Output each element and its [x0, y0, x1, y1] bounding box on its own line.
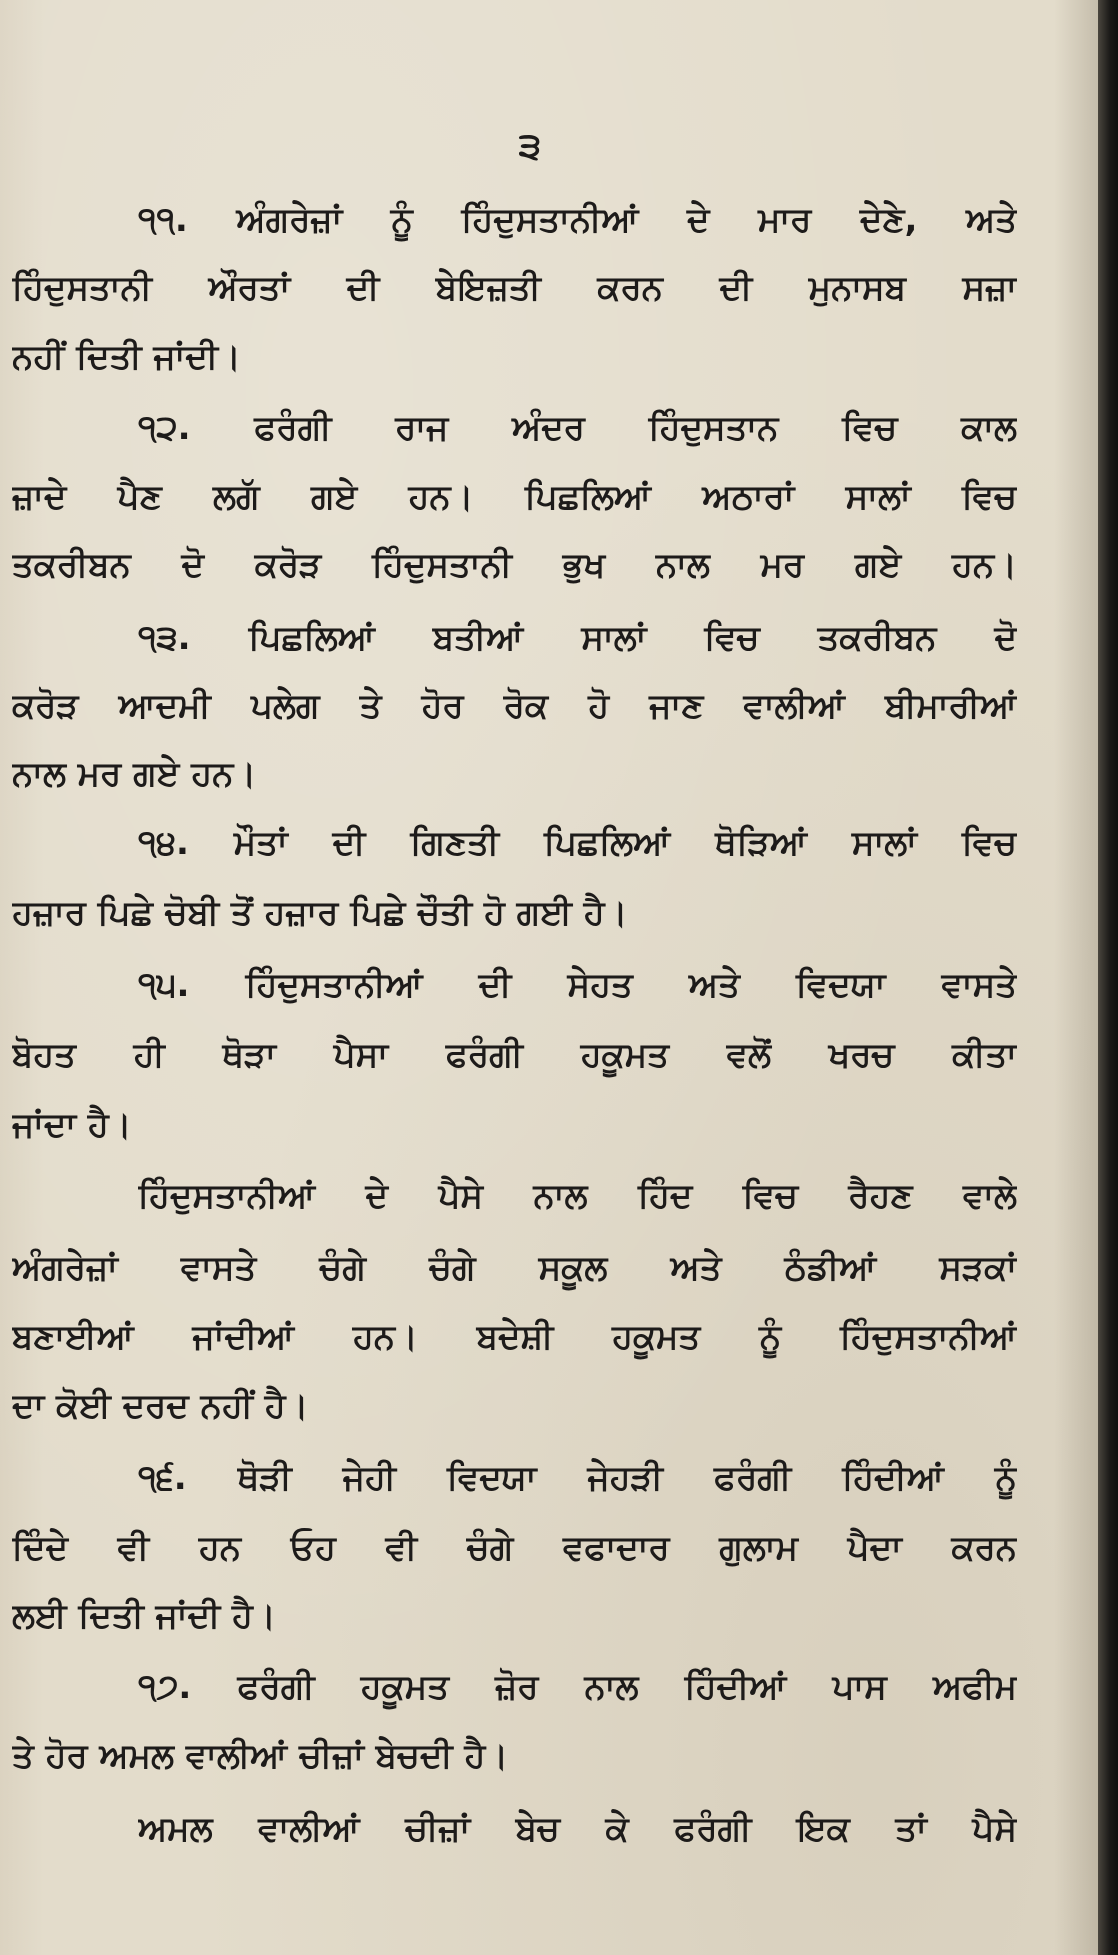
page-number: ੩	[518, 126, 542, 167]
text-line: ੧੬. ਥੋੜੀ ਜੇਹੀ ਵਿਦਯਾ ਜੇਹੜੀ ਫਰੰਗੀ ਹਿੰਦੀਆਂ ਨੂੰ	[138, 1458, 1017, 1498]
text-line: ਦਾ ਕੋਈ ਦਰਦ ਨਹੀਂ ਹੈ।	[12, 1386, 309, 1426]
text-line: ਜ਼ਾਦੇ ਪੈਣ ਲਗੱ ਗਏ ਹਨ। ਪਿਛਲਿਆਂ ਅਠਾਰਾਂ ਸਾਲਾਂ ਵਿਚ	[12, 477, 1017, 517]
text-line: ਹਜ਼ਾਰ ਪਿਛੇ ਚੋਬੀ ਤੋਂ ਹਜ਼ਾਰ ਪਿਛੇ ਚੌਤੀ ਹੋ ਗਈ ਹੈ।	[12, 893, 628, 933]
text-line: ਤਕਰੀਬਨ ਦੋ ਕਰੋੜ ਹਿੰਦੁਸਤਾਨੀ ਭੁਖ ਨਾਲ ਮਰ ਗਏ ਹਨ।	[12, 545, 1017, 585]
text-line: ਨਾਲ ਮਰ ਗਏ ਹਨ।	[12, 754, 257, 794]
text-line: ੧੫. ਹਿੰਦੁਸਤਾਨੀਆਂ ਦੀ ਸੇਹਤ ਅਤੇ ਵਿਦਯਾ ਵਾਸਤੇ	[138, 965, 1017, 1005]
text-line: ਹਿੰਦੁਸਤਾਨੀਆਂ ਦੇ ਪੈਸੇ ਨਾਲ ਹਿੰਦ ਵਿਚ ਰੈਹਣ ਵਾਲੇ	[138, 1176, 1017, 1216]
text-line: ਦਿੰਦੇ ਵੀ ਹਨ ਓਹ ਵੀ ਚੰਗੇ ਵਫਾਦਾਰ ਗੁਲਾਮ ਪੈਦਾ ਕਰਨ	[12, 1528, 1017, 1568]
text-line: ਤੇ ਹੋਰ ਅਮਲ ਵਾਲੀਆਂ ਚੀਜ਼ਾਂ ਬੇਚਦੀ ਹੈ।	[12, 1736, 509, 1776]
text-line: ਬੋਹਤ ਹੀ ਥੋੜਾ ਪੈਸਾ ਫਰੰਗੀ ਹਕੂਮਤ ਵਲੋਂ ਖਰਚ ਕੀਤਾ	[12, 1035, 1017, 1075]
text-line: ੧੭. ਫਰੰਗੀ ਹਕੂਮਤ ਜ਼ੋਰ ਨਾਲ ਹਿੰਦੀਆਂ ਪਾਸ ਅਫੀਮ	[138, 1667, 1017, 1707]
text-line: ਕਰੋੜ ਆਦਮੀ ਪਲੇਗ ਤੇ ਹੋਰ ਰੋਕ ਹੋ ਜਾਣ ਵਾਲੀਆਂ ਬੀਮਾਰੀਆਂ	[12, 686, 1017, 726]
text-line: ੧੪. ਮੌਤਾਂ ਦੀ ਗਿਣਤੀ ਪਿਛਲਿਆਂ ਥੋੜਿਆਂ ਸਾਲਾਂ ਵਿਚ	[138, 823, 1017, 863]
text-line: ਅੰਗਰੇਜ਼ਾਂ ਵਾਸਤੇ ਚੰਗੇ ਚੰਗੇ ਸਕੂਲ ਅਤੇ ਠੰਡੀਆਂ ਸੜਕਾਂ	[12, 1248, 1017, 1288]
text-line: ਜਾਂਦਾ ਹੈ।	[12, 1105, 132, 1145]
text-line: ਹਿੰਦੁਸਤਾਨੀ ਔਰਤਾਂ ਦੀ ਬੇਇਜ਼ਤੀ ਕਰਨ ਦੀ ਮੁਨਾਸਬ ਸਜ਼ਾ	[12, 268, 1017, 308]
text-line: ਬਣਾਈਆਂ ਜਾਂਦੀਆਂ ਹਨ। ਬਦੇਸ਼ੀ ਹਕੂਮਤ ਨੂੰ ਹਿੰਦੁਸਤਾਨੀਆਂ	[12, 1317, 1017, 1357]
page-edge-shadow	[1098, 0, 1118, 1955]
text-line: ੧੧. ਅੰਗਰੇਜ਼ਾਂ ਨੂੰ ਹਿੰਦੁਸਤਾਨੀਆਂ ਦੇ ਮਾਰ ਦੇਣੇ, ਅਤੇ	[138, 200, 1017, 240]
text-line: ਲਈ ਦਿਤੀ ਜਾਂਦੀ ਹੈ।	[12, 1596, 276, 1636]
text-line: ੧੨. ਫਰੰਗੀ ਰਾਜ ਅੰਦਰ ਹਿੰਦੁਸਤਾਨ ਵਿਚ ਕਾਲ	[138, 408, 1017, 448]
text-line: ਅਮਲ ਵਾਲੀਆਂ ਚੀਜ਼ਾਂ ਬੇਚ ਕੇ ਫਰੰਗੀ ਇਕ ਤਾਂ ਪੈਸੇ	[138, 1809, 1017, 1849]
text-line: ੧੩. ਪਿਛਲਿਆਂ ਬਤੀਆਂ ਸਾਲਾਂ ਵਿਚ ਤਕਰੀਬਨ ਦੋ	[138, 618, 1017, 658]
text-line: ਨਹੀਂ ਦਿਤੀ ਜਾਂਦੀ।	[12, 337, 241, 377]
